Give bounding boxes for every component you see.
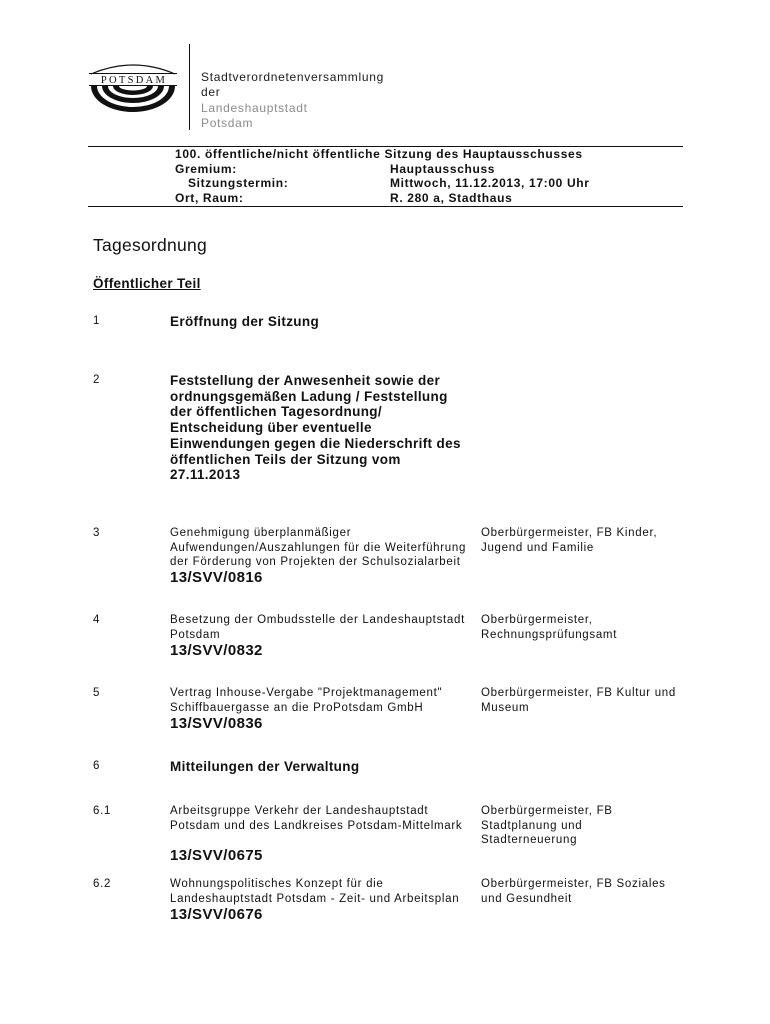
logo-ring-inner <box>113 86 153 95</box>
agenda-item-text-line: Arbeitsgruppe Verkehr der Landeshauptstadt <box>170 805 429 817</box>
agenda-item <box>0 804 770 864</box>
agenda-item-description <box>170 613 465 660</box>
responsible-line: Oberbürgermeister, <box>481 614 593 626</box>
agenda-item-title-line: Einwendungen gegen die Niederschrift des <box>170 435 461 451</box>
agenda-item-text-line: Genehmigung überplanmäßiger <box>170 527 352 539</box>
agenda-item-responsible <box>481 613 617 642</box>
meeting-field-value: Hauptausschuss <box>390 161 496 176</box>
agenda-item-number: 6.2 <box>93 878 112 890</box>
meeting-field-value: Mittwoch, 11.12.2013, 17:00 Uhr <box>390 176 590 191</box>
agenda-item <box>0 686 770 732</box>
agenda-item-title <box>170 314 319 330</box>
agenda-item-title-line: der öffentlichen Tagesordnung/ <box>170 404 383 420</box>
org-line: Stadtverordnetenversammlung <box>201 70 384 84</box>
agenda-item-text-line: Potsdam <box>170 628 221 641</box>
org-line: der <box>201 85 221 100</box>
header-divider <box>189 44 190 130</box>
responsible-line: Oberbürgermeister, FB <box>481 805 613 817</box>
agenda-item-title <box>170 759 359 775</box>
agenda-item-title-line: öffentlichen Teils der Sitzung vom <box>170 451 401 467</box>
agenda-item-responsible <box>481 804 613 848</box>
agenda-item-description <box>170 686 442 733</box>
meeting-title: 100. öffentliche/nicht öffentliche Sitzung des Hauptausschusses <box>175 147 583 161</box>
agenda-item-title-line: Mitteilungen der Verwaltung <box>170 759 360 774</box>
agenda-item-reference: 13/SVV/0832 <box>170 641 263 659</box>
org-line: Landeshauptstadt <box>201 100 308 115</box>
agenda-item <box>0 877 770 923</box>
agenda-item-text-line: der Förderung von Projekten der Schulsozialarbeit <box>170 556 461 568</box>
agenda-item-title-line: Eröffnung der Sitzung <box>170 314 320 329</box>
agenda-item-reference: 13/SVV/0836 <box>170 714 263 732</box>
agenda-item-text-line: Aufwendungen/Auszahlungen für die Weiterführung <box>170 541 467 554</box>
logo-top-arc <box>91 65 175 74</box>
agenda-item-number: 3 <box>93 527 101 539</box>
agenda-item-description <box>170 526 466 587</box>
meeting-bottom-rule <box>88 206 683 207</box>
agenda-item-number: 5 <box>93 687 101 699</box>
agenda-item-description <box>170 804 462 865</box>
responsible-line: Stadterneuerung <box>481 834 578 846</box>
organization-name <box>201 70 384 131</box>
agenda-item-title-line: 27.11.2013 <box>170 467 241 483</box>
meeting-field-value: R. 280 a, Stadthaus <box>390 191 513 206</box>
agenda-item-number: 6 <box>93 760 101 772</box>
agenda-item-description <box>170 877 459 924</box>
agenda-item <box>0 526 770 586</box>
agenda-item <box>0 613 770 659</box>
agenda-item-text-line: Vertrag Inhouse-Vergabe "Projektmanagement" <box>170 687 443 699</box>
agenda-item-number: 6.1 <box>93 805 112 817</box>
agenda-item-text-line: Besetzung der Ombudsstelle der Landeshauptstadt <box>170 614 466 626</box>
meeting-field-label: Ort, Raum: <box>175 191 244 206</box>
agenda-heading: Tagesordnung <box>93 235 207 255</box>
agenda-item-number: 4 <box>93 614 101 626</box>
agenda-item <box>0 314 770 329</box>
responsible-line: Jugend und Familie <box>481 541 594 554</box>
responsible-line: Rechnungsprüfungsamt <box>481 628 618 641</box>
agenda-item-responsible <box>481 877 666 906</box>
potsdam-logo-icon <box>87 63 179 113</box>
agenda-item-text-line: Potsdam und des Landkreises Potsdam-Mittelmark <box>170 819 463 832</box>
agenda-item-text-line: Wohnungspolitisches Konzept für die <box>170 878 384 890</box>
agenda-item-reference: 13/SVV/0675 <box>170 847 263 864</box>
meeting-field-label: Sitzungstermin: <box>188 176 289 191</box>
agenda-item-number: 2 <box>93 374 101 386</box>
agenda-item <box>0 373 770 483</box>
agenda-item <box>0 759 770 774</box>
agenda-item-responsible <box>481 526 657 555</box>
responsible-line: Oberbürgermeister, FB Kultur und <box>481 687 676 699</box>
agenda-item-title-line: ordnungsgemäßen Ladung / Feststellung <box>170 388 448 404</box>
agenda-item-reference: 13/SVV/0676 <box>170 905 263 923</box>
agenda-item-text-line: Landeshauptstadt Potsdam - Zeit- und Arbeitsplan <box>170 892 460 905</box>
responsible-line: Oberbürgermeister, FB Soziales <box>481 878 666 890</box>
agenda-item-title-line: Entscheidung über eventuelle <box>170 420 372 436</box>
agenda-section-title: Öffentlicher Teil <box>93 276 201 291</box>
agenda-item-responsible <box>481 686 676 715</box>
agenda-item-reference: 13/SVV/0816 <box>170 569 263 586</box>
responsible-line: Stadtplanung und <box>481 819 583 832</box>
logo-wordmark: POTSDAM <box>100 75 168 86</box>
responsible-line: Oberbürgermeister, FB Kinder, <box>481 527 658 539</box>
responsible-line: Museum <box>481 701 530 714</box>
org-line: Potsdam <box>201 115 254 130</box>
agenda-item-number: 1 <box>93 315 101 327</box>
responsible-line: und Gesundheit <box>481 892 573 905</box>
meeting-field-label: Gremium: <box>175 161 237 176</box>
agenda-item-title-line: Feststellung der Anwesenheit sowie der <box>170 373 441 388</box>
agenda-item-text-line: Schiffbauergasse an die ProPotsdam GmbH <box>170 701 424 714</box>
agenda-item-title <box>170 373 461 483</box>
